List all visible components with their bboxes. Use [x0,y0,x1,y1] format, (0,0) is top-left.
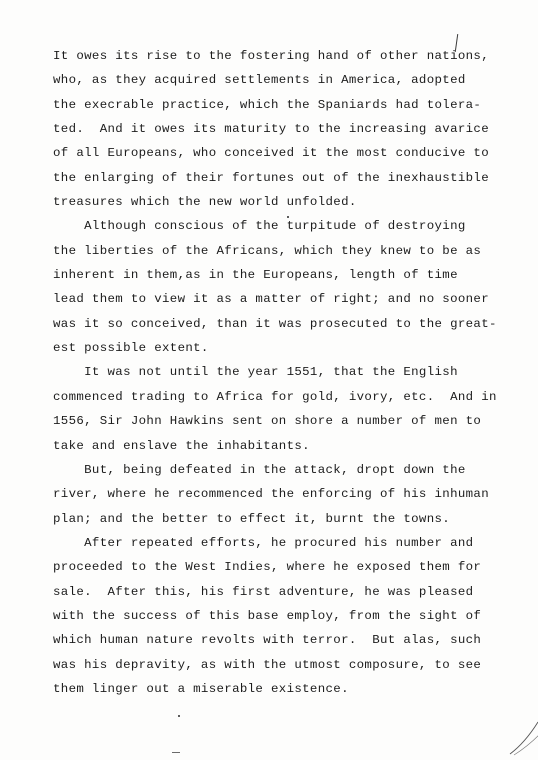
corner-pen-stroke [508,718,538,756]
text-line: commenced trading to Africa for gold, ivory, etc. And in [53,389,497,404]
text-line: est possible extent. [53,341,209,356]
text-line: the enlarging of their fortunes out of the inexhaustible [53,170,489,185]
text-line: was his depravity, as with the utmost composure, to see [53,657,482,672]
text-line: Although conscious of the turpitude of destroying [53,219,466,234]
text-line: ted. And it owes its maturity to the increasing avarice [53,122,489,137]
text-line: 1556, Sir John Hawkins sent on shore a number of men to [53,414,482,429]
text-line: sale. After this, his first adventure, he was pleased [53,584,474,599]
text-line: who, as they acquired settlements in America, adopted [53,73,466,88]
text-line: But, being defeated in the attack, dropt down the [53,462,466,477]
text-line: It owes its rise to the fostering hand of other nations, [53,49,489,63]
text-line: inherent in them,as in the Europeans, length of time [53,268,458,283]
text-line: of all Europeans, who conceived it the most conducive to [53,146,489,161]
text-line: them linger out a miserable existence. [53,681,349,696]
ink-dash [172,752,180,753]
text-line: lead them to view it as a matter of right; and no sooner [53,292,489,307]
text-line: river, where he recommenced the enforcing of his inhuman [53,487,489,502]
text-line: which human nature revolts with terror. But alas, such [53,633,482,648]
text-line: the liberties of the Africans, which they knew to be as [53,243,482,258]
text-line: plan; and the better to effect it, burnt the towns. [53,511,451,526]
text-line: treasures which the new world unfolded. [53,195,357,210]
ink-dot [287,216,289,218]
text-line: proceeded to the West Indies, where he exposed them for [53,560,482,575]
typed-text-body [53,44,497,701]
text-line: It was not until the year 1551, that the English [53,365,458,380]
text-line: with the success of this base employ, from the sight of [53,608,482,623]
text-line: the execrable practice, which the Spaniards had tolera- [53,97,482,112]
ink-dot [178,715,180,717]
text-line: take and enslave the inhabitants. [53,438,310,453]
text-line: was it so conceived, than it was prosecuted to the great- [53,316,497,331]
text-line: After repeated efforts, he procured his number and [53,535,474,550]
